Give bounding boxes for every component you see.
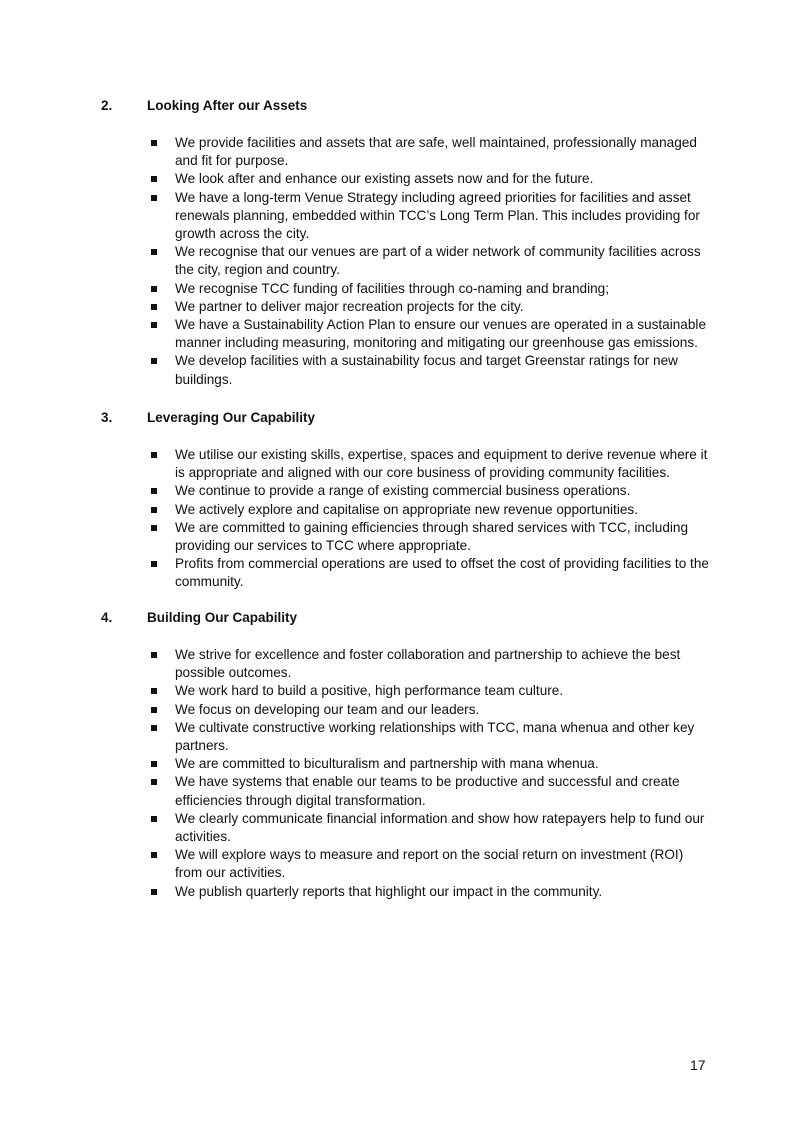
section-heading <box>0 96 807 116</box>
list-item <box>0 446 711 482</box>
square-bullet-icon <box>151 688 157 694</box>
list-item-text: We cultivate constructive working relationships with TCC, mana whenua and other key partners. <box>175 719 695 754</box>
list-item <box>0 555 711 591</box>
square-bullet-icon <box>151 725 157 731</box>
list-item <box>0 243 711 279</box>
list-item-text: We will explore ways to measure and report on the social return on investment (ROI) from our activities. <box>175 847 684 881</box>
list-item-text: We provide facilities and assets that are safe, well maintained, professionally managed and fit for purpose. <box>175 135 697 169</box>
list-item <box>0 316 711 352</box>
list-item <box>0 298 711 316</box>
list-item-text: We develop facilities with a sustainability focus and target Greenstar ratings for new buildings. <box>175 353 678 387</box>
section-building-capability <box>0 608 807 901</box>
list-item <box>0 773 711 809</box>
square-bullet-icon <box>151 452 157 458</box>
list-item-text: We have systems that enable our teams to be productive and successful and create efficiencies through digital transformation. <box>175 774 680 808</box>
list-item <box>0 646 711 682</box>
square-bullet-icon <box>151 561 157 567</box>
list-item-text: We focus on developing our team and our leaders. <box>175 701 480 717</box>
square-bullet-icon <box>151 525 157 531</box>
list-item <box>0 701 711 719</box>
section-title: Leveraging Our Capability <box>147 410 316 425</box>
list-item-text: We partner to deliver major recreation projects for the city. <box>175 298 524 314</box>
list-item-text: We clearly communicate financial information and show how ratepayers help to fund our activities. <box>175 810 705 845</box>
bullet-list <box>0 446 807 592</box>
list-item <box>0 846 711 882</box>
square-bullet-icon <box>151 176 157 182</box>
square-bullet-icon <box>151 779 157 785</box>
page-number: 17 <box>690 1057 706 1073</box>
square-bullet-icon <box>151 140 157 146</box>
section-number: 2. <box>101 98 113 113</box>
square-bullet-icon <box>151 249 157 255</box>
square-bullet-icon <box>151 652 157 658</box>
list-item <box>0 170 711 188</box>
list-item-text: We publish quarterly reports that highlight our impact in the community. <box>175 883 603 899</box>
list-item <box>0 482 711 500</box>
list-item-text: We actively explore and capitalise on appropriate new revenue opportunities. <box>175 501 638 517</box>
list-item <box>0 883 711 901</box>
list-item-text: We continue to provide a range of existing commercial business operations. <box>175 483 631 499</box>
list-item <box>0 719 711 755</box>
list-item-text: We utilise our existing skills, expertise, spaces and equipment to derive revenue where it is appropriate and aligned with our core business of providing community facilities. <box>175 447 708 481</box>
list-item <box>0 755 711 773</box>
list-item-text: We look after and enhance our existing assets now and for the future. <box>175 171 594 187</box>
list-item <box>0 189 711 244</box>
square-bullet-icon <box>151 761 157 767</box>
list-item <box>0 501 711 519</box>
section-leveraging-capability <box>0 408 807 592</box>
list-item-text: We recognise TCC funding of facilities through co-naming and branding; <box>175 280 609 296</box>
list-item <box>0 682 711 700</box>
list-item-text: We are committed to biculturalism and partnership with mana whenua. <box>175 756 599 772</box>
square-bullet-icon <box>151 358 157 364</box>
section-heading <box>0 608 807 628</box>
list-item-text: Profits from commercial operations are used to offset the cost of providing facilities to the community. <box>175 556 709 590</box>
list-item-text: We are committed to gaining efficiencies through shared services with TCC, including providing our services to TCC where appropriate. <box>175 519 689 554</box>
bullet-list <box>0 646 807 901</box>
square-bullet-icon <box>151 322 157 328</box>
section-title: Looking After our Assets <box>147 98 308 113</box>
square-bullet-icon <box>151 507 157 513</box>
section-heading <box>0 408 807 428</box>
square-bullet-icon <box>151 304 157 310</box>
list-item-text: We have a long-term Venue Strategy including agreed priorities for facilities and asset renewals planning, embedded within TCC’s Long Term Plan. This includes providing for growth across the city. <box>175 189 700 242</box>
list-item-text: We strive for excellence and foster collaboration and partnership to achieve the best possible outcomes. <box>175 647 681 681</box>
list-item <box>0 519 711 555</box>
square-bullet-icon <box>151 195 157 201</box>
square-bullet-icon <box>151 889 157 895</box>
section-looking-after-assets <box>0 96 807 389</box>
list-item <box>0 352 711 388</box>
square-bullet-icon <box>151 852 157 858</box>
section-title: Building Our Capability <box>147 610 298 625</box>
list-item <box>0 280 711 298</box>
list-item <box>0 810 711 846</box>
list-item-text: We work hard to build a positive, high performance team culture. <box>175 683 564 699</box>
square-bullet-icon <box>151 707 157 713</box>
square-bullet-icon <box>151 816 157 822</box>
list-item-text: We have a Sustainability Action Plan to ensure our venues are operated in a sustainable manner including measuring, monitoring and mitigating our greenhouse gas emissions. <box>175 317 706 351</box>
square-bullet-icon <box>151 286 157 292</box>
section-number: 4. <box>101 610 113 625</box>
section-number: 3. <box>101 410 113 425</box>
list-item-text: We recognise that our venues are part of a wider network of community facilities across the city, region and country. <box>175 244 701 278</box>
square-bullet-icon <box>151 488 157 494</box>
list-item <box>0 134 711 170</box>
bullet-list <box>0 134 807 389</box>
